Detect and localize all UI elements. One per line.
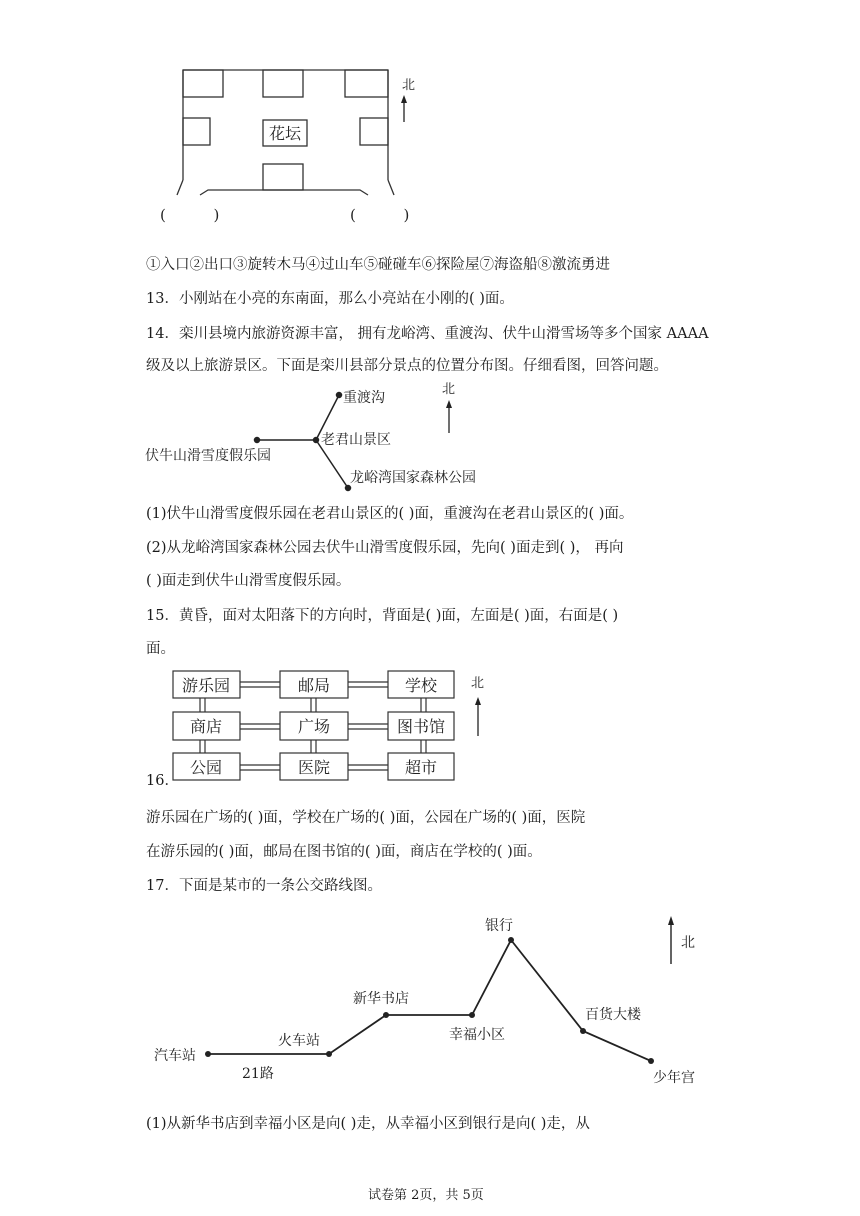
grid-square: 广场 xyxy=(297,717,331,736)
page-footer: 试卷第 2页，共 5页 xyxy=(368,1188,484,1203)
blank-right: ( ) xyxy=(350,206,410,224)
question-17-sub-1: (1)从新华书店到幸福小区是向( )走，从幸福小区到银行是向( )走，从 xyxy=(146,1116,590,1132)
map-label-longyuwan: 龙峪湾国家森林公园 xyxy=(350,470,476,486)
park-map xyxy=(150,60,440,235)
question-15-line-1: 15．黄昏，面对太阳落下的方向时，背面是( )面，左面是( )面，右面是( ) xyxy=(146,608,619,624)
question-14-intro-2: 级及以上旅游景区。下面是栾川县部分景点的位置分布图。仔细看图，回答问题。 xyxy=(146,358,668,374)
question-14-sub-2-line-2: ( )面走到伏牛山滑雪度假乐园。 xyxy=(146,573,351,589)
question-14-intro-1: 14．栾川县境内旅游资源丰富， 拥有龙峪湾、重渡沟、伏牛山滑雪场等多个国家 AAAA xyxy=(146,326,709,342)
route-label: 21路 xyxy=(242,1066,274,1082)
question-17-intro: 17．下面是某市的一条公交路线图。 xyxy=(146,878,382,894)
town-grid-map xyxy=(168,666,498,786)
stop-xingfu-community: 幸福小区 xyxy=(449,1027,505,1043)
grid-shop: 商店 xyxy=(189,717,223,736)
blank-left: ( ) xyxy=(160,206,220,224)
grid-post-office: 邮局 xyxy=(297,676,331,695)
stop-xinhua-bookstore: 新华书店 xyxy=(353,991,409,1007)
grid-hospital: 医院 xyxy=(297,758,331,777)
grid-school: 学校 xyxy=(404,676,438,695)
stop-bus-station: 汽车站 xyxy=(154,1048,196,1064)
question-16-number: 16． xyxy=(146,773,179,789)
question-15-line-2: 面。 xyxy=(146,641,175,657)
bus-route-map xyxy=(148,906,718,1086)
luanchuan-map xyxy=(140,378,520,496)
stop-department-store: 百货大楼 xyxy=(585,1007,641,1023)
north-arrow-icon xyxy=(446,400,452,433)
grid-supermarket: 超市 xyxy=(404,758,438,777)
grid-park: 公园 xyxy=(189,758,223,777)
map-label-laojunshan: 老君山景区 xyxy=(321,432,391,448)
question-16-line-1: 游乐园在广场的( )面，学校在广场的( )面，公园在广场的( )面，医院 xyxy=(146,810,586,826)
north-label: 北 xyxy=(402,78,416,93)
grid-library: 图书馆 xyxy=(396,717,446,736)
question-16-line-2: 在游乐园的( )面，邮局在图书馆的( )面，商店在学校的( )面。 xyxy=(146,844,542,860)
north-label: 北 xyxy=(681,935,695,951)
north-arrow-icon xyxy=(668,916,674,964)
stop-bank: 银行 xyxy=(485,918,513,934)
flower-bed-label: 花坛 xyxy=(268,124,302,143)
north-label: 北 xyxy=(471,676,485,691)
park-legend: ①入口②出口③旋转木马④过山车⑤碰碰车⑥探险屋⑦海盗船⑧激流勇进 xyxy=(146,257,610,273)
north-arrow-icon xyxy=(475,697,481,736)
north-label: 北 xyxy=(442,382,456,397)
stop-childrens-palace: 少年宫 xyxy=(653,1070,695,1086)
stop-train-station: 火车站 xyxy=(278,1033,320,1049)
question-13: 13．小刚站在小亮的东南面，那么小亮站在小刚的( )面。 xyxy=(146,291,514,307)
question-14-sub-1: (1)伏牛山滑雪度假乐园在老君山景区的( )面，重渡沟在老君山景区的( )面。 xyxy=(146,506,634,522)
north-arrow-icon xyxy=(401,95,407,122)
map-label-chongdugou: 重渡沟 xyxy=(343,390,385,406)
question-14-sub-2-line-1: (2)从龙峪湾国家森林公园去伏牛山滑雪度假乐园，先向( )面走到( )， 再向 xyxy=(146,540,624,556)
grid-amusement-park: 游乐园 xyxy=(181,676,231,695)
map-label-funiushan: 伏牛山滑雪度假乐园 xyxy=(145,448,271,464)
